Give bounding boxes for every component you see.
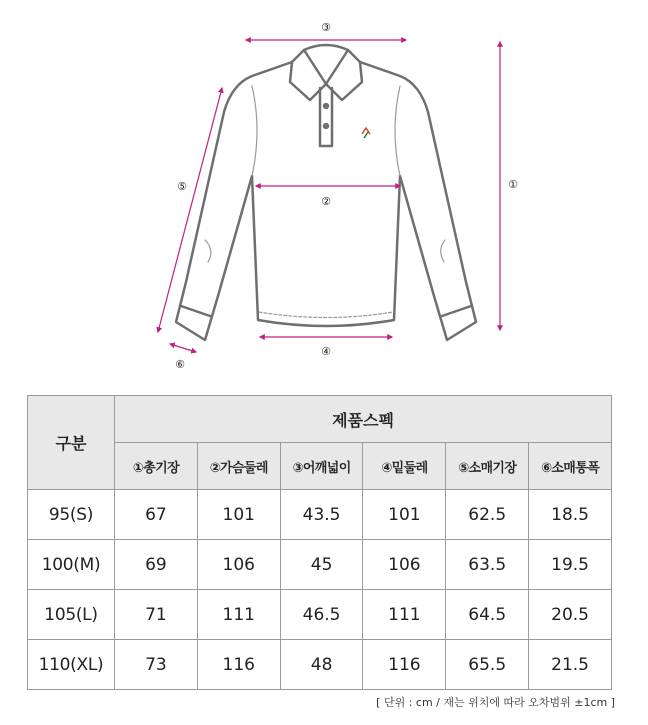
- collar-back: [304, 45, 348, 50]
- right-cuff: [442, 306, 471, 316]
- table-row: [28, 590, 612, 640]
- left-armhole-seam: [252, 86, 257, 176]
- size-cell: 105(L): [28, 590, 115, 640]
- value-cell: 116: [363, 640, 446, 690]
- size-cell: 110(XL): [28, 640, 115, 690]
- button-2: [323, 123, 329, 129]
- value-cell: 62.5: [446, 490, 529, 540]
- value-cell: 65.5: [446, 640, 529, 690]
- value-cell: 101: [363, 490, 446, 540]
- left-sleeve-wrinkle: [205, 240, 211, 262]
- shoulder-label: ③: [321, 21, 331, 34]
- value-cell: 46.5: [280, 590, 363, 640]
- left-cuff: [181, 306, 210, 316]
- value-cell: 64.5: [446, 590, 529, 640]
- header-chest: ②가슴둘레: [197, 443, 280, 490]
- right-armhole-seam: [395, 86, 400, 176]
- value-cell: 20.5: [529, 590, 612, 640]
- sleeve-length-measure-line: [158, 88, 222, 332]
- value-cell: 18.5: [529, 490, 612, 540]
- hem-label: ④: [321, 345, 331, 358]
- sleeve-length-label: ⑤: [177, 180, 187, 193]
- right-sleeve-outline: [360, 62, 476, 340]
- value-cell: 71: [115, 590, 198, 640]
- header-product-spec: 제품스펙: [115, 396, 612, 443]
- value-cell: 21.5: [529, 640, 612, 690]
- polo-shirt-icon: [176, 45, 476, 340]
- value-cell: 43.5: [280, 490, 363, 540]
- chest-label: ②: [321, 195, 331, 208]
- value-cell: 45: [280, 540, 363, 590]
- size-spec-table: [27, 395, 612, 690]
- table-row: [28, 640, 612, 690]
- hem-stitch: [259, 312, 393, 318]
- left-sleeve-outline: [176, 62, 292, 340]
- value-cell: 67: [115, 490, 198, 540]
- value-cell: 116: [197, 640, 280, 690]
- size-cell: 100(M): [28, 540, 115, 590]
- size-cell: 95(S): [28, 490, 115, 540]
- header-shoulder: ③어깨넓이: [280, 443, 363, 490]
- value-cell: 106: [197, 540, 280, 590]
- header-sleeve-width: ⑥소매통폭: [529, 443, 612, 490]
- header-hem: ④밑둘레: [363, 443, 446, 490]
- value-cell: 111: [197, 590, 280, 640]
- header-category: 구분: [28, 396, 115, 490]
- header-sleeve-length: ⑤소매기장: [446, 443, 529, 490]
- placket: [320, 88, 332, 146]
- sleeve-width-label: ⑥: [175, 358, 185, 371]
- total-length-label: ①: [508, 178, 518, 191]
- unit-note: [ 단위 : cm / 재는 위치에 따라 오차범위 ±1cm ]: [376, 696, 615, 709]
- table-row: [28, 540, 612, 590]
- value-cell: 19.5: [529, 540, 612, 590]
- value-cell: 69: [115, 540, 198, 590]
- header-total-length: ①총기장: [115, 443, 198, 490]
- value-cell: 73: [115, 640, 198, 690]
- value-cell: 111: [363, 590, 446, 640]
- sleeve-width-measure-line: [170, 344, 196, 352]
- value-cell: 106: [363, 540, 446, 590]
- brand-logo-icon: [362, 128, 370, 138]
- table-row: [28, 490, 612, 540]
- right-sleeve-wrinkle: [441, 240, 445, 262]
- value-cell: 48: [280, 640, 363, 690]
- value-cell: 101: [197, 490, 280, 540]
- value-cell: 63.5: [446, 540, 529, 590]
- button-1: [323, 103, 329, 109]
